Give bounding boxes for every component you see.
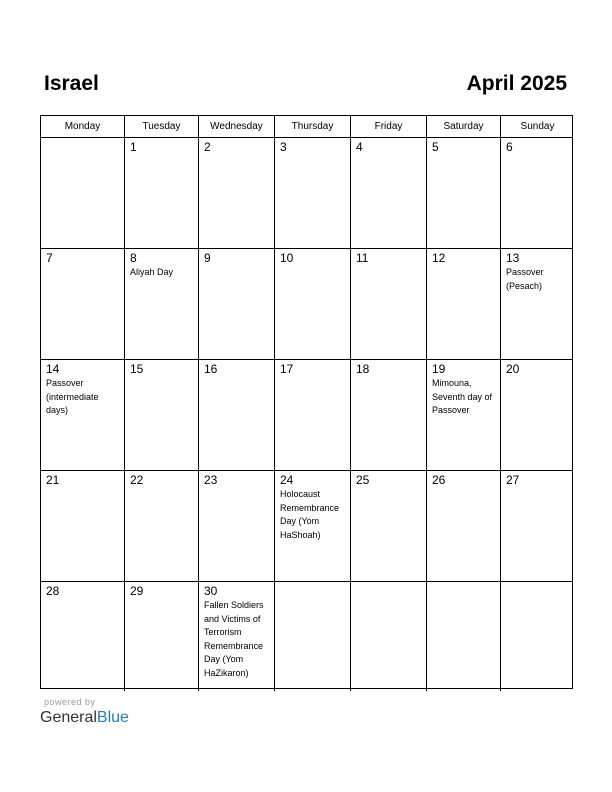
day-cell bbox=[275, 138, 351, 248]
day-cell bbox=[351, 249, 427, 359]
holiday-label: Passover (Pesach) bbox=[506, 267, 544, 291]
week-row bbox=[41, 471, 572, 582]
week-row bbox=[41, 138, 572, 249]
day-cell bbox=[427, 360, 501, 470]
day-cell bbox=[275, 471, 351, 581]
day-cell bbox=[427, 471, 501, 581]
day-number: 27 bbox=[506, 473, 520, 487]
day-number: 2 bbox=[204, 140, 211, 154]
week-row bbox=[41, 360, 572, 471]
day-number: 23 bbox=[204, 473, 218, 487]
calendar-grid bbox=[40, 115, 573, 689]
day-number: 10 bbox=[280, 251, 294, 265]
day-number: 19 bbox=[432, 362, 446, 376]
day-cell bbox=[199, 249, 275, 359]
day-cell bbox=[41, 138, 125, 248]
day-number: 1 bbox=[130, 140, 137, 154]
day-cell bbox=[351, 471, 427, 581]
day-cell bbox=[199, 582, 275, 691]
day-cell bbox=[427, 249, 501, 359]
week-row bbox=[41, 249, 572, 360]
day-cell bbox=[427, 582, 501, 691]
day-number: 7 bbox=[46, 251, 53, 265]
day-cell bbox=[125, 138, 199, 248]
day-cell bbox=[125, 360, 199, 470]
day-number: 28 bbox=[46, 584, 60, 598]
day-cell bbox=[501, 582, 574, 691]
day-number: 5 bbox=[432, 140, 439, 154]
day-cell bbox=[351, 138, 427, 248]
day-cell bbox=[41, 471, 125, 581]
generalblue-logo[interactable] bbox=[40, 708, 129, 728]
weekday-wednesday: Wednesday bbox=[199, 116, 275, 137]
country-title: Israel bbox=[44, 72, 99, 95]
day-cell bbox=[501, 471, 574, 581]
day-cell bbox=[275, 582, 351, 691]
week-row bbox=[41, 582, 572, 691]
weekday-tuesday: Tuesday bbox=[125, 116, 199, 137]
day-cell bbox=[199, 138, 275, 248]
day-number: 25 bbox=[356, 473, 370, 487]
holiday-label: Aliyah Day bbox=[130, 267, 174, 277]
holiday-label: Passover (intermediate days) bbox=[46, 378, 99, 415]
day-number: 4 bbox=[356, 140, 363, 154]
day-cell bbox=[125, 471, 199, 581]
day-number: 14 bbox=[46, 362, 60, 376]
day-cell bbox=[41, 249, 125, 359]
day-cell bbox=[351, 360, 427, 470]
day-number: 18 bbox=[356, 362, 370, 376]
weekday-thursday: Thursday bbox=[275, 116, 351, 137]
day-cell bbox=[41, 582, 125, 691]
day-cell bbox=[275, 360, 351, 470]
day-number: 22 bbox=[130, 473, 144, 487]
powered-by-text: powered by bbox=[44, 697, 96, 707]
day-cell bbox=[427, 138, 501, 248]
day-number: 17 bbox=[280, 362, 294, 376]
day-cell bbox=[501, 249, 574, 359]
weekday-sunday: Sunday bbox=[520, 121, 555, 132]
day-cell bbox=[501, 138, 574, 248]
holiday-label: Fallen Soldiers and Victims of Terrorism Remembrance Day (Yom HaZikaron) bbox=[204, 600, 264, 678]
brand-blue-text: Blue bbox=[96, 709, 129, 726]
day-number: 6 bbox=[506, 140, 513, 154]
day-number: 24 bbox=[280, 473, 294, 487]
day-cell bbox=[275, 249, 351, 359]
day-number: 12 bbox=[432, 251, 446, 265]
month-year-title: April 2025 bbox=[466, 72, 567, 95]
day-number: 8 bbox=[130, 251, 137, 265]
day-cell bbox=[125, 249, 199, 359]
day-number: 29 bbox=[130, 584, 144, 598]
day-number: 3 bbox=[280, 140, 287, 154]
weekday-header-row bbox=[41, 116, 572, 138]
day-number: 30 bbox=[204, 584, 218, 598]
day-number: 20 bbox=[506, 362, 520, 376]
holiday-label: Holocaust Remembrance Day (Yom HaShoah) bbox=[280, 489, 340, 540]
day-cell bbox=[199, 471, 275, 581]
weekday-friday: Friday bbox=[351, 116, 427, 137]
day-cell bbox=[125, 582, 199, 691]
day-number: 13 bbox=[506, 251, 520, 265]
day-number: 21 bbox=[46, 473, 60, 487]
weekday-saturday: Saturday bbox=[427, 116, 501, 137]
day-cell bbox=[351, 582, 427, 691]
day-cell bbox=[41, 360, 125, 470]
day-number: 26 bbox=[432, 473, 446, 487]
day-cell bbox=[501, 360, 574, 470]
brand-general-text: General bbox=[40, 709, 97, 726]
weekday-monday: Monday bbox=[41, 116, 125, 137]
day-number: 9 bbox=[204, 251, 211, 265]
day-number: 16 bbox=[204, 362, 218, 376]
day-number: 15 bbox=[130, 362, 144, 376]
day-cell bbox=[199, 360, 275, 470]
holiday-label: Mimouna, Seventh day of Passover bbox=[432, 378, 493, 415]
day-number: 11 bbox=[356, 251, 369, 265]
